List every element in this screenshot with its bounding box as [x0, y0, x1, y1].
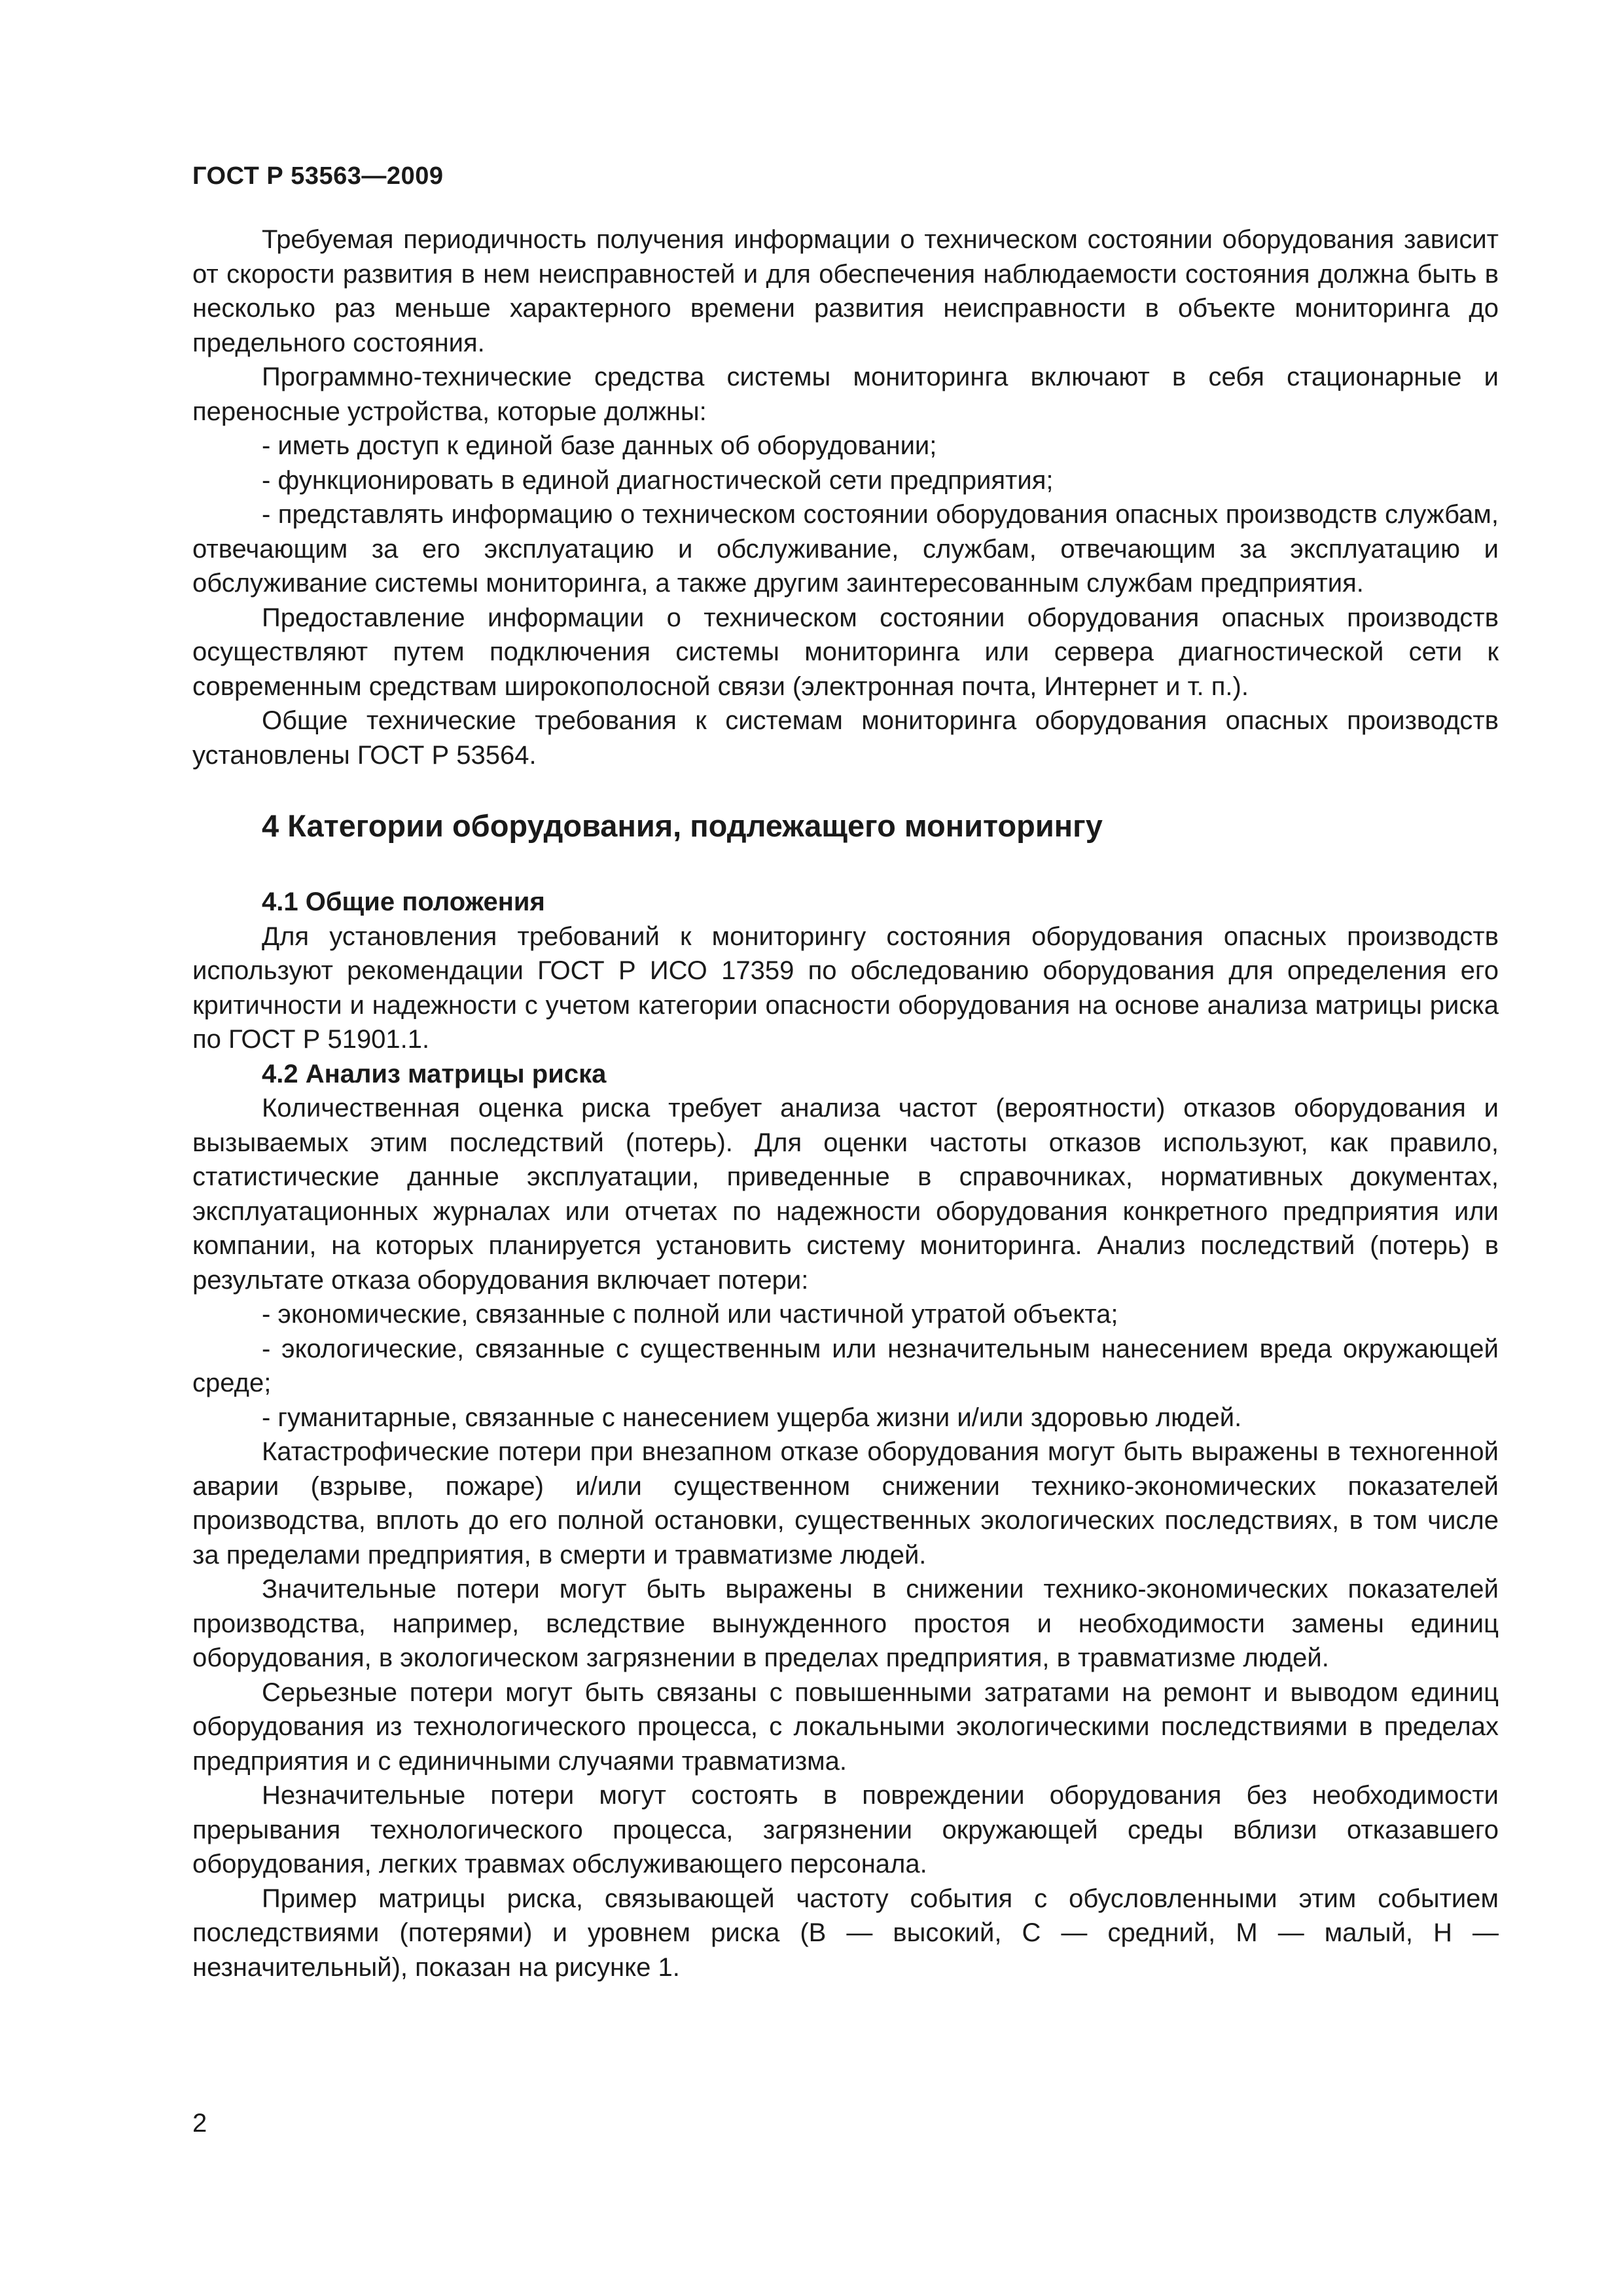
- paragraph: Количественная оценка риска требует анализа частот (вероятности) отказов оборудования и вызываемых этим последствий (потерь). Для оценки частоты отказов используют, как правило, статистические данные эксплуатации, приведенные в справочниках, нормативных документах, эксплуатационных журналах или отчетах по надежности оборудования конкретного предприятия или компании, на которых планируется установить систему мониторинга. Анализ последствий (потерь) в результате отказа оборудования включает потери:: [192, 1094, 1499, 1295]
- paragraph: Незначительные потери могут состоять в повреждении оборудования без необходимости прерывания технологического процесса, загрязнении окружающей среды вблизи отказавшего оборудования, легких травмах обслуживающего персонала.: [192, 1781, 1499, 1878]
- list-item: - экономические, связанные с полной или частичной утратой объекта;: [262, 1300, 1118, 1329]
- document-header: ГОСТ Р 53563—2009: [192, 162, 444, 190]
- paragraph: Требуемая периодичность получения информации о техническом состоянии оборудования зависит от скорости развития в нем неисправностей и для обеспечения наблюдаемости состояния должна быть в несколько раз меньше характерного времени развития неисправности в объекте мониторинга до предельного состояния.: [192, 225, 1499, 357]
- document-body: [192, 223, 1499, 1984]
- paragraph: Общие технические требования к системам мониторинга оборудования опасных производств установлены ГОСТ Р 53564.: [192, 706, 1499, 770]
- list-item: - функционировать в единой диагностической сети предприятия;: [262, 465, 1054, 495]
- subsection-heading: 4.1 Общие положения: [262, 888, 545, 916]
- paragraph: Для установления требований к мониторингу состояния оборудования опасных производств используют рекомендации ГОСТ Р ИСО 17359 по обследованию оборудования для определения его критичности и надежности с учетом категории опасности оборудования на основе анализа матрицы риска по ГОСТ Р 51901.1.: [192, 922, 1499, 1054]
- paragraph: Серьезные потери могут быть связаны с повышенными затратами на ремонт и выводом единиц оборудования из технологического процесса, с локальными экологическими последствиями в пределах предприятия и с единичными случаями травматизма.: [192, 1677, 1499, 1776]
- paragraph: Катастрофические потери при внезапном отказе оборудования могут быть выражены в техногенной аварии (взрыве, пожаре) и/или существенном снижении технико-экономических показателей производства, вплоть до его полной остановки, существенных экологических последствиях, в том числе за пределами предприятия, в смерти и травматизме людей.: [192, 1437, 1499, 1570]
- paragraph: Значительные потери могут быть выражены в снижении технико-экономических показателей производства, например, вследствие вынужденного простоя и необходимости замены единиц оборудования, в экологическом загрязнении в пределах предприятия, в травматизме людей.: [192, 1575, 1499, 1672]
- list-item: - иметь доступ к единой базе данных об оборудовании;: [262, 431, 937, 460]
- paragraph: Пример матрицы риска, связывающей частоту события с обусловленными этим событием последствиями (потерями) и уровнем риска (В — высокий, С — средний, М — малый, Н — незначительный), показан на рисунке 1.: [192, 1884, 1499, 1982]
- list-item: - экологические, связанные с существенным или незначительным нанесением вреда окружающей среде;: [192, 1334, 1499, 1397]
- page-number: 2: [192, 2109, 207, 2138]
- paragraph: Программно-технические средства системы мониторинга включают в себя стационарные и переносные устройства, которые должны:: [192, 363, 1499, 426]
- list-item: - представлять информацию о техническом состоянии оборудования опасных производств службам, отвечающим за его эксплуатацию и обслуживание, службам, отвечающим за эксплуатацию и обслуживание системы мониторинга, а также другим заинтересованным службам предприятия.: [192, 500, 1499, 598]
- section-heading: 4 Категории оборудования, подлежащего мониторингу: [262, 808, 1103, 843]
- paragraph: Предоставление информации о техническом состоянии оборудования опасных производств осуществляют путем подключения системы мониторинга или сервера диагностической сети к современным средствам широкополосной связи (электронная почта, Интернет и т. п.).: [192, 603, 1499, 701]
- subsection-heading: 4.2 Анализ матрицы риска: [262, 1059, 607, 1088]
- list-item: - гуманитарные, связанные с нанесением ущерба жизни и/или здоровью людей.: [262, 1403, 1242, 1432]
